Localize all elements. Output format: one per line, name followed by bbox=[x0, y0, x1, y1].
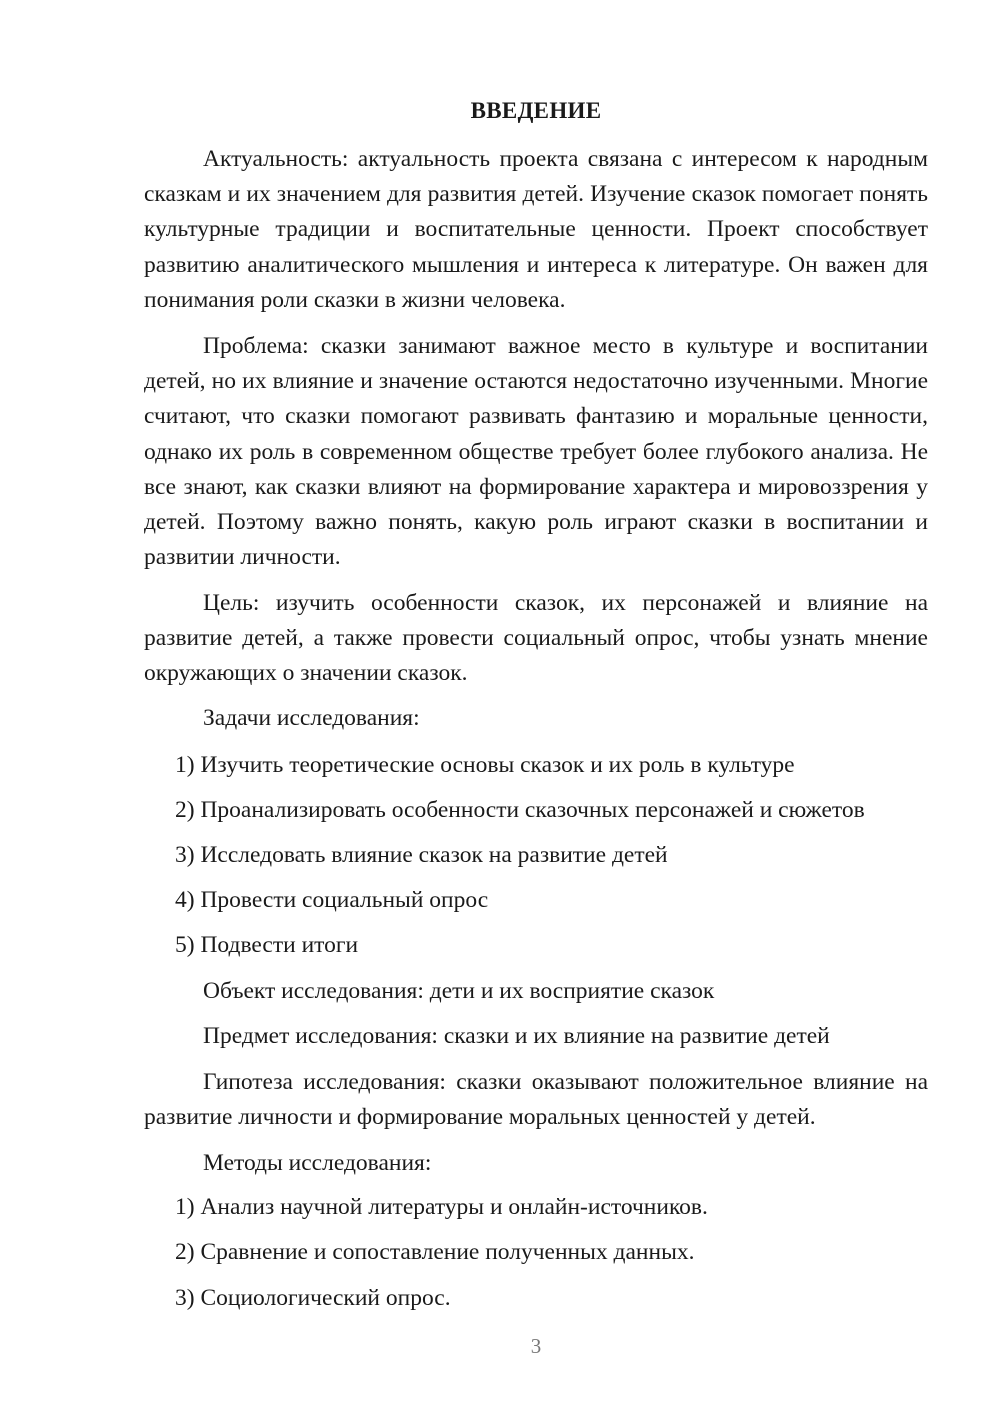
method-item: 1) Анализ научной литературы и онлайн-источников. bbox=[175, 1194, 708, 1220]
goal-paragraph: Цель: изучить особенности сказок, их персонажей и влияние на развитие детей, а также провести социальный опрос, чтобы узнать мнение окружающих о значении сказок. bbox=[144, 590, 928, 687]
tasks-title: Задачи исследования: bbox=[203, 705, 420, 731]
task-item: 4) Провести социальный опрос bbox=[175, 887, 489, 913]
task-item: 1) Изучить теоретические основы сказок и их роль в культуре bbox=[175, 752, 795, 778]
relevance-paragraph: Актуальность: актуальность проекта связана с интересом к народным сказкам и их значением для развития детей. Изучение сказок помогает понять культурные традиции и воспитательные ценности. Проект способствует развитию аналитического мышления и интереса к литературе. Он важен для понимания роли сказки в жизни человека. bbox=[144, 146, 928, 313]
section-heading: ВВЕДЕНИЕ bbox=[470, 98, 602, 123]
hypothesis-paragraph: Гипотеза исследования: сказки оказывают положительное влияние на развитие личности и формирование моральных ценностей у детей. bbox=[144, 1069, 928, 1131]
problem-paragraph: Проблема: сказки занимают важное место в культуре и воспитании детей, но их влияние и значение остаются недостаточно изученными. Многие считают, что сказки помогают развивать фантазию и моральные ценности, однако их роль в современном обществе требует более глубокого анализа. Не все знают, как сказки влияют на формирование характера и мировоззрения у детей. Поэтому важно понять, какую роль играют сказки в воспитании и развитии личности. bbox=[144, 333, 928, 571]
method-item: 3) Социологический опрос. bbox=[175, 1285, 451, 1311]
research-subject: Предмет исследования: сказки и их влияние на развитие детей bbox=[203, 1023, 830, 1049]
method-item: 2) Сравнение и сопоставление полученных данных. bbox=[175, 1239, 695, 1265]
task-item: 5) Подвести итоги bbox=[175, 932, 359, 958]
task-item: 3) Исследовать влияние сказок на развитие детей bbox=[175, 842, 668, 868]
research-object: Объект исследования: дети и их восприятие сказок bbox=[203, 978, 715, 1004]
methods-title: Методы исследования: bbox=[203, 1150, 432, 1176]
page-number: 3 bbox=[530, 1334, 542, 1358]
task-item: 2) Проанализировать особенности сказочных персонажей и сюжетов bbox=[175, 797, 865, 823]
